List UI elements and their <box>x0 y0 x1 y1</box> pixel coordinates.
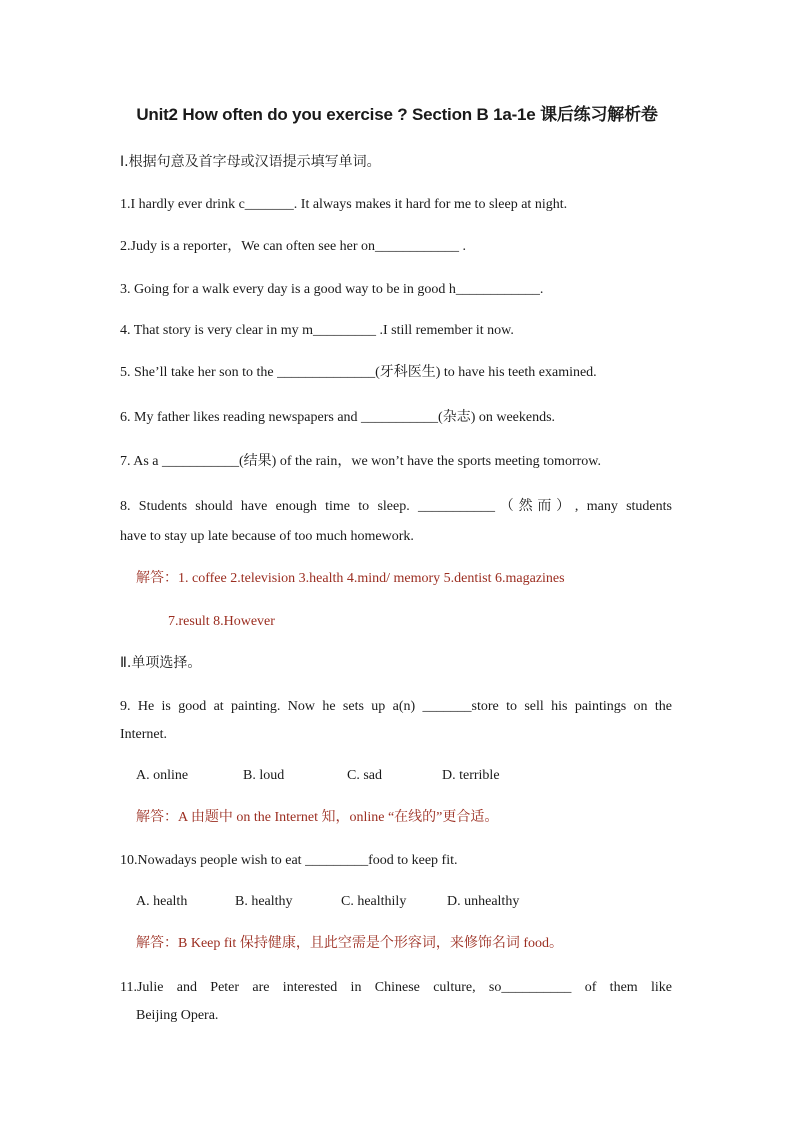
question-9-line-2: Internet. <box>120 727 168 742</box>
question-1: 1.I hardly ever drink c_______. It always makes it hard for me to sleep at night. <box>120 197 568 212</box>
question-8-line-1: 8. Students should have enough time to sleep. ___________（然而）, many students <box>120 499 672 514</box>
option-a: A. online <box>136 768 189 783</box>
option-a: A. health <box>136 894 188 909</box>
answer-section-1-cont: 7.result 8.However <box>168 614 275 629</box>
section-1-heading: Ⅰ.根据句意及首字母或汉语提示填写单词。 <box>120 154 381 170</box>
question-9-options <box>136 766 500 786</box>
option-d: D. unhealthy <box>447 894 520 909</box>
question-2: 2.Judy is a reporter，We can often see her on____________ . <box>120 239 467 254</box>
answer-question-9: 解答：A 由题中 on the Internet 知，online “在线的”更合适。 <box>136 810 499 825</box>
question-9-line-1: 9. He is good at painting. Now he sets up a(n) _______store to sell his paintings on the <box>120 699 672 714</box>
page-title: Unit2 How often do you exercise ? Section B 1a-1e 课后练习解析卷 <box>136 105 658 124</box>
question-3: 3. Going for a walk every day is a good way to be in good h____________. <box>120 282 544 297</box>
option-d: D. terrible <box>442 768 500 783</box>
option-b: B. healthy <box>235 894 293 909</box>
question-8-line-2: have to stay up late because of too much homework. <box>120 529 414 544</box>
question-10-options <box>136 892 519 912</box>
question-11-line-2: Beijing Opera. <box>136 1008 219 1023</box>
question-4: 4. That story is very clear in my m_________ .I still remember it now. <box>120 323 514 338</box>
answer-question-10: 解答：B Keep fit 保持健康，且此空需是个形容词，来修饰名词 food。 <box>136 936 563 951</box>
question-11-line-1: 11.Julie and Peter are interested in Chinese culture, so__________ of them like <box>120 980 672 995</box>
option-b: B. loud <box>243 768 285 783</box>
question-10: 10.Nowadays people wish to eat _________food to keep fit. <box>120 853 458 868</box>
option-c: C. sad <box>347 768 382 783</box>
question-7: 7. As a ___________(结果) of the rain，we won’t have the sports meeting tomorrow. <box>120 454 601 469</box>
section-2-heading: Ⅱ.单项选择。 <box>120 655 202 671</box>
question-6: 6. My father likes reading newspapers and ___________(杂志) on weekends. <box>120 410 556 425</box>
answer-section-1: 解答：1. coffee 2.television 3.health 4.mind/ memory 5.dentist 6.magazines <box>136 571 565 586</box>
option-c: C. healthily <box>341 894 407 909</box>
question-5: 5. She’ll take her son to the ______________(牙科医生) to have his teeth examined. <box>120 365 597 380</box>
